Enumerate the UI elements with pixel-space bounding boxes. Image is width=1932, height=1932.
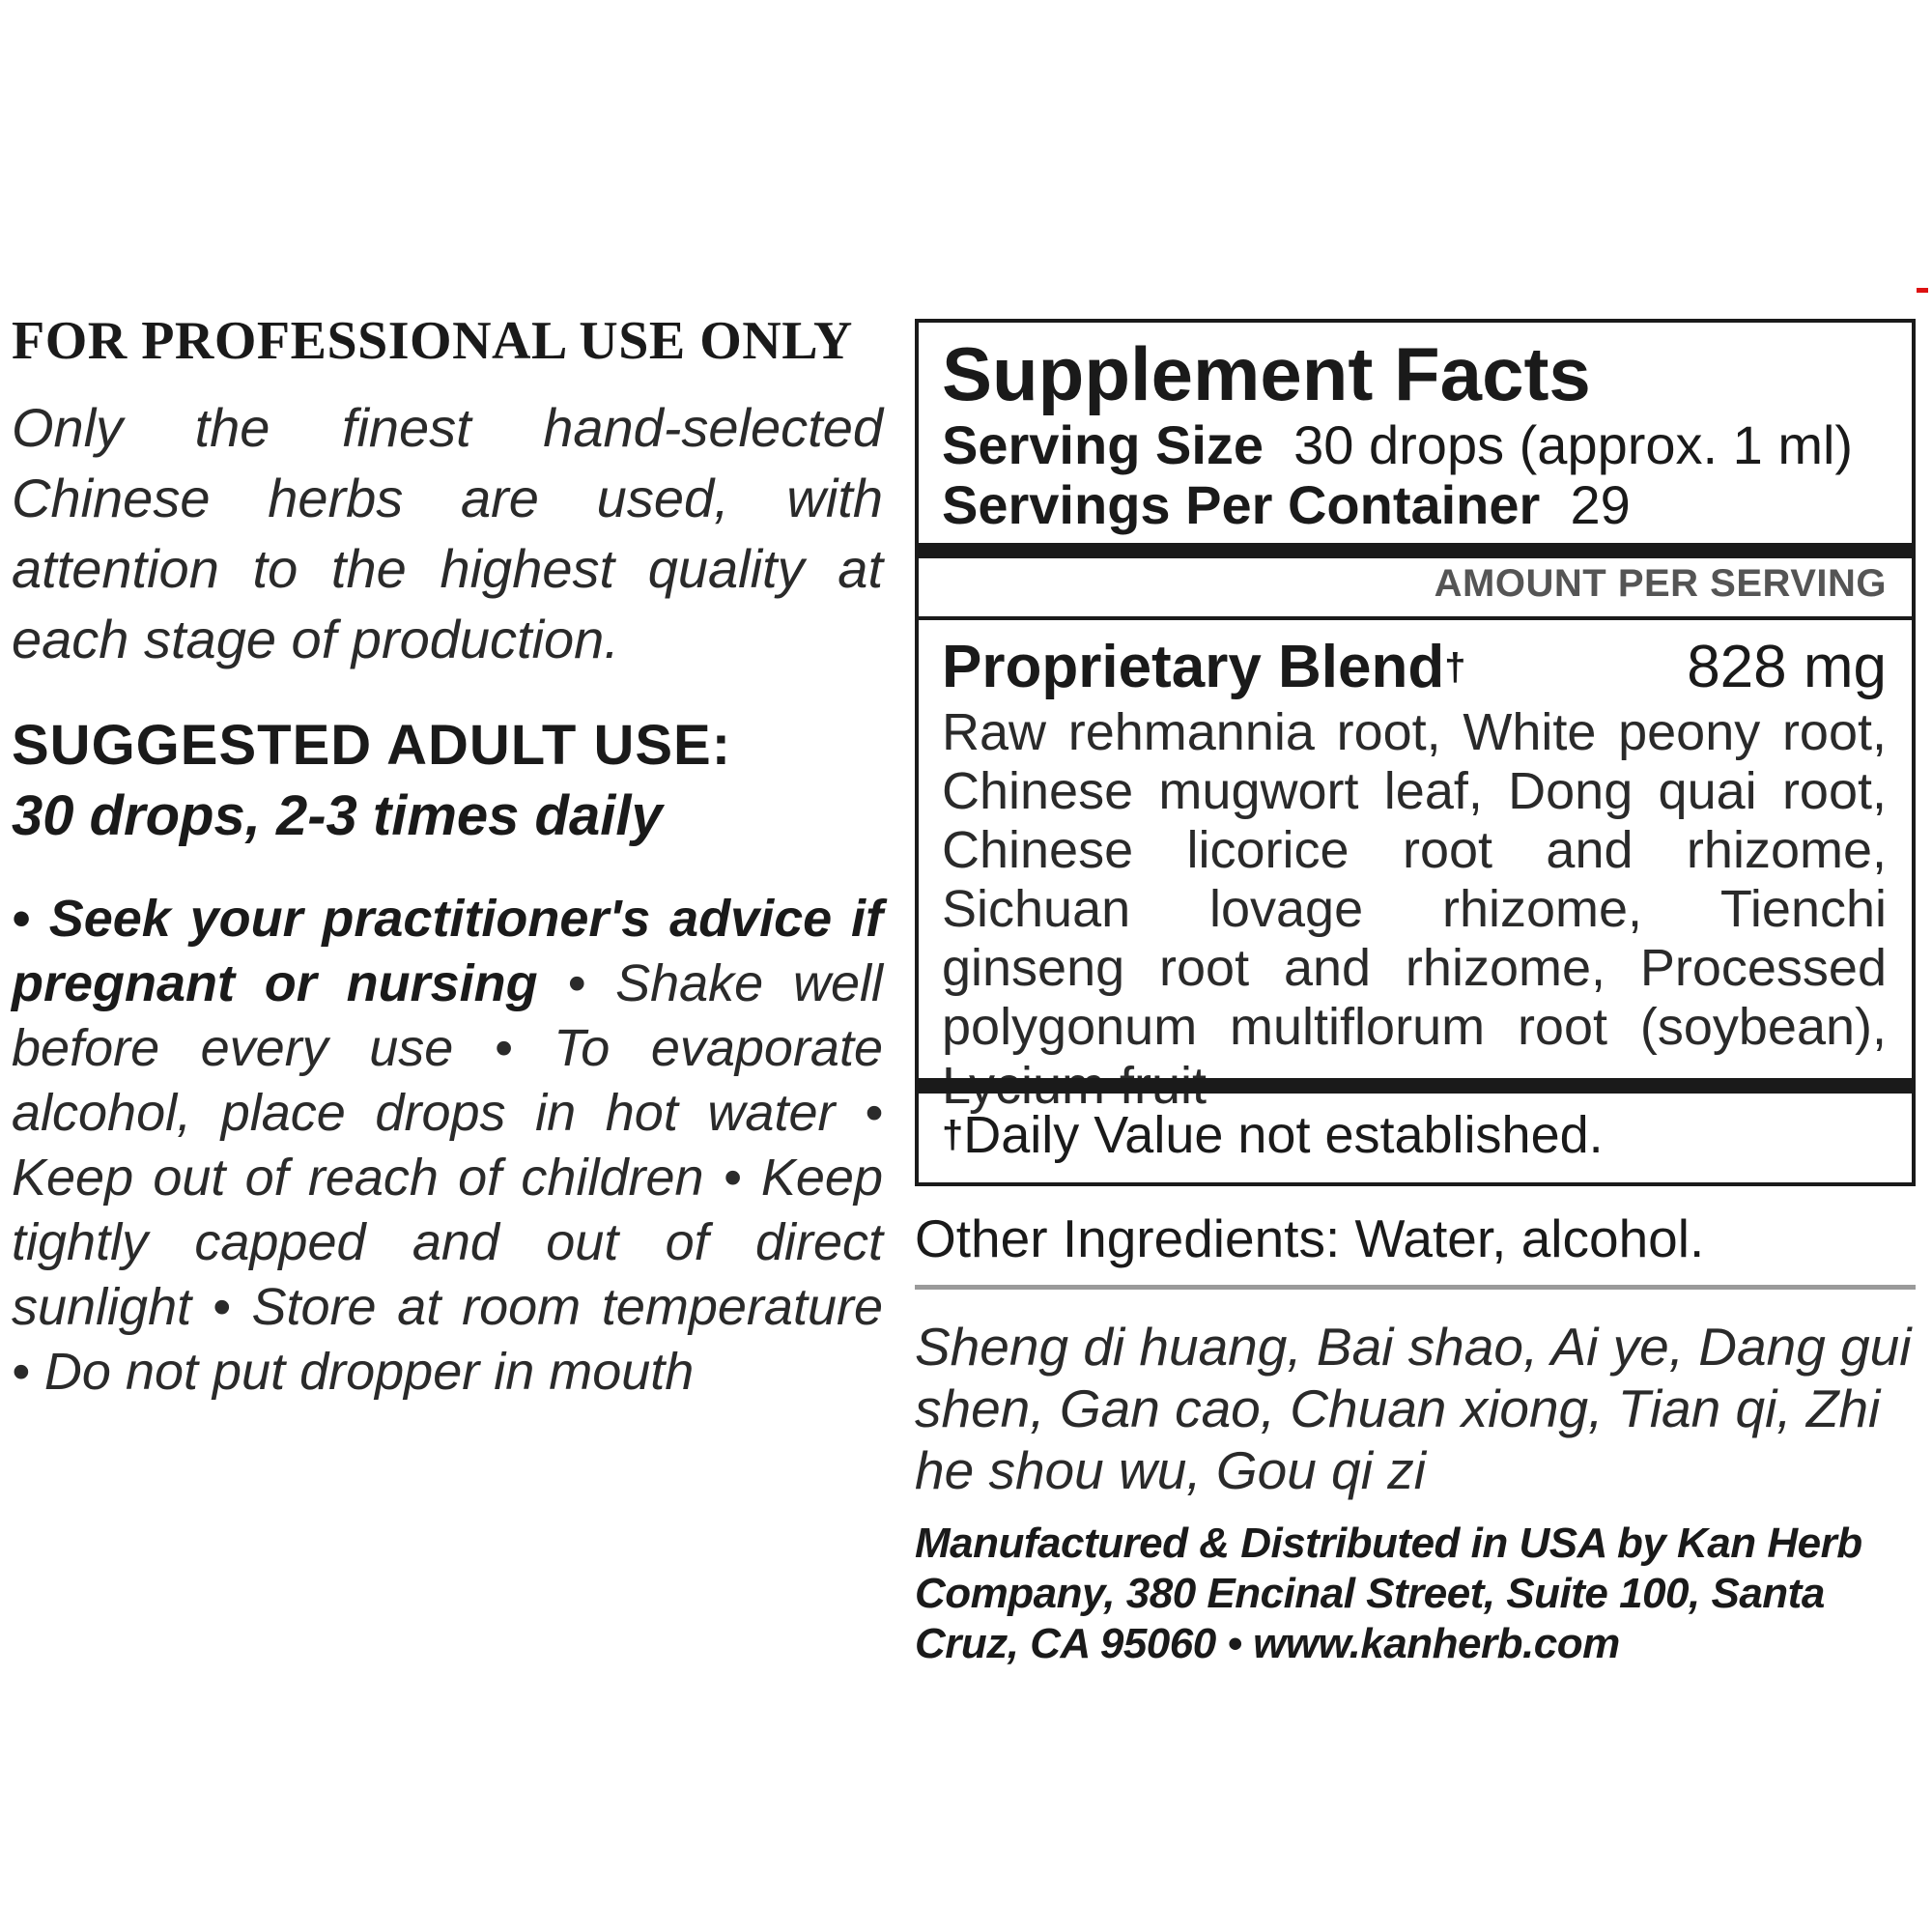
supplement-facts-panel bbox=[915, 319, 1916, 1186]
intro-paragraph: Only the finest hand-selected Chinese herbs are used, with attention to the highest quality at each stage of production. bbox=[12, 397, 883, 669]
suggested-use-heading: SUGGESTED ADULT USE: bbox=[12, 714, 732, 777]
footnote-dagger: † bbox=[942, 1114, 964, 1156]
usage-warnings: • Shake well before every use • To evaporate alcohol, place drops in hot water • Keep out of reach of children • Keep tightly capped and out of direct sunlight • Store at room temperature • Do not put dropper in mouth bbox=[12, 954, 883, 1401]
corner-mark bbox=[1917, 288, 1928, 293]
proprietary-blend-row bbox=[942, 630, 1887, 705]
blend-ingredients: Raw rehmannia root, White peony root, Chinese mugwort leaf, Dong quai root, Chinese licorice root and rhizome, Sichuan lovage rhizome, Tienchi ginseng root and rhizome, Processed polygonum multiflorum root (soybean), bbox=[942, 703, 1887, 1056]
facts-title: Supplement Facts bbox=[942, 331, 1591, 416]
servings-label: Servings Per Container bbox=[942, 474, 1541, 535]
warnings-paragraph bbox=[12, 887, 883, 1405]
thick-divider bbox=[919, 1078, 1912, 1094]
blend-dagger: † bbox=[1444, 646, 1466, 689]
pinyin-names: Sheng di huang, Bai shao, Ai ye, Dang gui shen, Gan cao, Chuan xiong, Tian qi, Zhi he shou wu, Gou qi zi bbox=[915, 1317, 1912, 1500]
blend-amount: 828 mg bbox=[1687, 634, 1887, 700]
pregnancy-warning: • Seek your practitioner's advice if pregnant or nursing bbox=[12, 890, 883, 1012]
suggested-use-dose: 30 drops, 2-3 times daily bbox=[12, 784, 663, 847]
professional-use-heading: FOR PROFESSIONAL USE ONLY bbox=[12, 311, 853, 371]
usage-column bbox=[12, 307, 883, 1405]
serving-size-value: 30 drops (approx. 1 ml) bbox=[1293, 414, 1854, 475]
thin-divider bbox=[919, 616, 1912, 620]
blend-name: Proprietary Blend bbox=[942, 634, 1445, 700]
footnote-text: Daily Value not established. bbox=[963, 1106, 1604, 1164]
other-ingredients: Other Ingredients: Water, alcohol. bbox=[915, 1208, 1705, 1268]
gray-divider bbox=[915, 1285, 1916, 1290]
servings-value: 29 bbox=[1570, 474, 1631, 535]
daily-value-footnote bbox=[942, 1105, 1604, 1165]
manufacturer-info: Manufactured & Distributed in USA by Kan Herb Company, 380 Encinal Street, Suite 100, Santa Cruz, CA 95060 • www.kanherb.com bbox=[915, 1520, 1862, 1667]
serving-size-label: Serving Size bbox=[942, 414, 1264, 475]
amount-per-serving-label: AMOUNT PER SERVING bbox=[1434, 562, 1887, 605]
serving-size-row bbox=[942, 415, 1853, 475]
servings-per-container-row bbox=[942, 475, 1631, 535]
thick-divider bbox=[919, 543, 1912, 558]
